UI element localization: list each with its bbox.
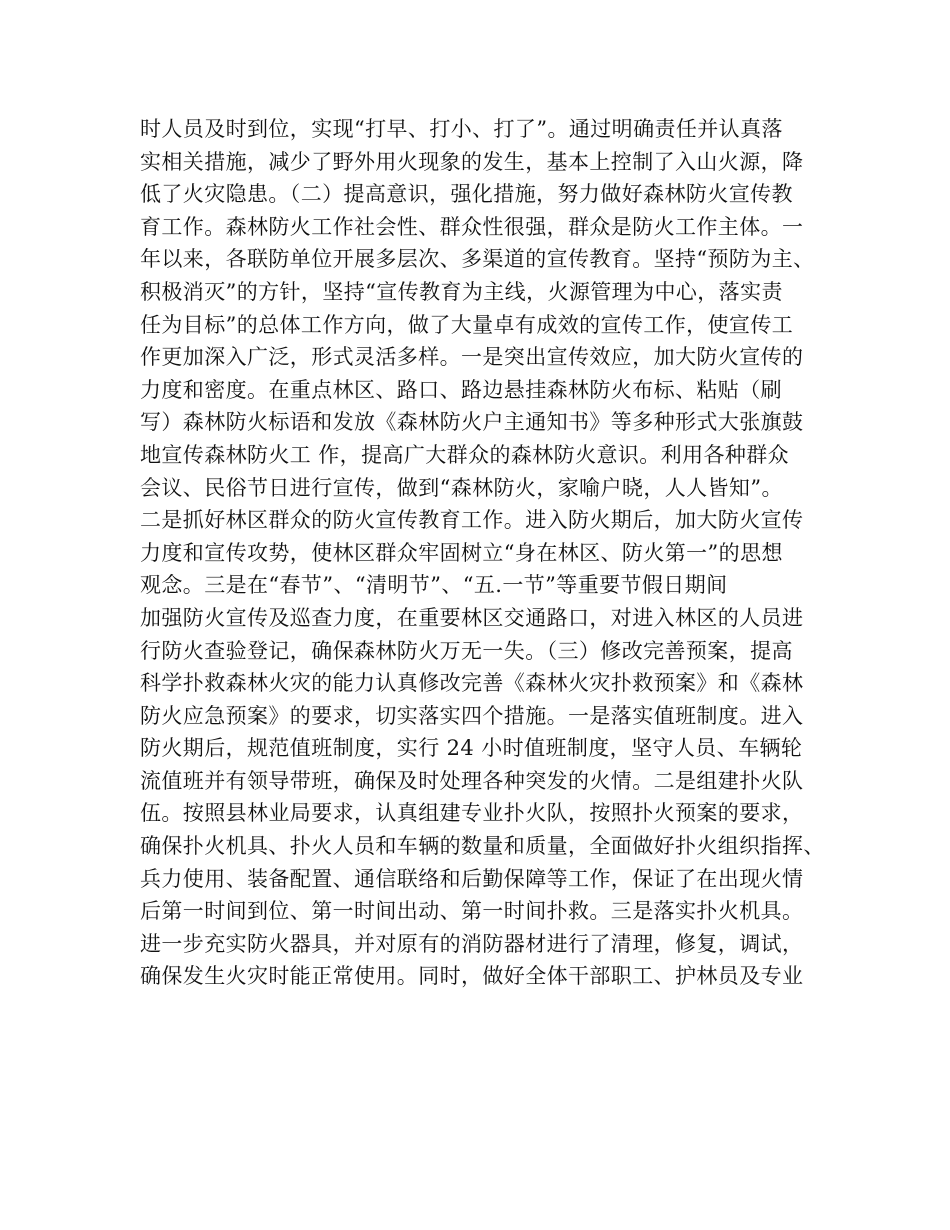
text-line: 作更加深入广泛，形式灵活多样。一是突出宣传效应，加大防火宣传的 <box>140 345 804 370</box>
text-line: 时人员及时到位，实现“打早、打小、打了”。通过明确责任并认真落 <box>140 117 783 141</box>
text-line: 力度和宣传攻势，使林区群众牢固树立“身在林区、防火第一”的思想 <box>140 540 783 565</box>
text-line: 后第一时间到位、第一时间出动、第一时间扑救。三是落实扑火机具。 <box>140 899 804 924</box>
text-line: 任为目标”的总体工作方向，做了大量卓有成效的宣传工作，使宣传工 <box>140 312 794 337</box>
text-line: 确保扑火机具、扑火人员和车辆的数量和质量，全面做好扑火组织指挥、 <box>140 834 825 859</box>
text-line: 确保发生火灾时能正常使用。同时，做好全体干部职工、护林员及专业 <box>140 964 804 989</box>
text-line: 防火期后，规范值班制度，实行 24 小时值班制度，坚守人员、车辆轮 <box>140 736 803 761</box>
text-line: 流值班并有领导带班，确保及时处理各种突发的火情。二是组建扑火队 <box>140 768 804 793</box>
text-line: 实相关措施，减少了野外用火现象的发生，基本上控制了入山火源，降 <box>140 149 804 174</box>
text-line: 行防火查验登记，确保森林防火万无一失。（三）修改完善预案，提高 <box>140 638 793 663</box>
text-line: 防火应急预案》的要求，切实落实四个措施。一是落实值班制度。进入 <box>140 703 804 728</box>
text-line: 加强防火宣传及巡查力度，在重要林区交通路口，对进入林区的人员进 <box>140 605 804 630</box>
text-line: 地宣传森林防火工 作，提高广大群众的森林防火意识。利用各种群众 <box>140 442 790 467</box>
body-text <box>140 113 830 993</box>
text-line: 兵力使用、装备配置、通信联络和后勤保障等工作，保证了在出现火情 <box>140 866 804 891</box>
text-line: 力度和密度。在重点林区、路口、路边悬挂森林防火布标、粘贴（刷 <box>140 377 782 402</box>
text-line: 科学扑救森林火灾的能力认真修改完善《森林火灾扑救预案》和《森林 <box>140 671 804 696</box>
text-line: 低了火灾隐患。（二）提高意识，强化措施，努力做好森林防火宣传教 <box>140 182 793 207</box>
text-line: 二是抓好林区群众的防火宣传教育工作。进入防火期后，加大防火宣传 <box>140 508 804 533</box>
text-line: 年以来，各联防单位开展多层次、多渠道的宣传教育。坚持“预防为主、 <box>140 247 815 272</box>
text-line: 育工作。森林防火工作社会性、群众性很强，群众是防火工作主体。一 <box>140 214 804 239</box>
text-line: 写）森林防火标语和发放《森林防火户主通知书》等多种形式大张旗鼓 <box>140 410 804 435</box>
text-line: 观念。三是在“春节”、“清明节”、“五.一节”等重要节假日期间 <box>140 573 728 598</box>
text-line: 伍。按照县林业局要求，认真组建专业扑火队，按照扑火预案的要求， <box>140 801 804 826</box>
text-line: 积极消灭”的方针，坚持“宣传教育为主线，火源管理为中心，落实责 <box>140 279 783 304</box>
text-line: 会议、民俗节日进行宣传，做到“森林防火，家喻户晓，人人皆知”。 <box>140 475 783 500</box>
text-line: 进一步充实防火器具，并对原有的消防器材进行了清理，修复，调试， <box>140 931 804 956</box>
